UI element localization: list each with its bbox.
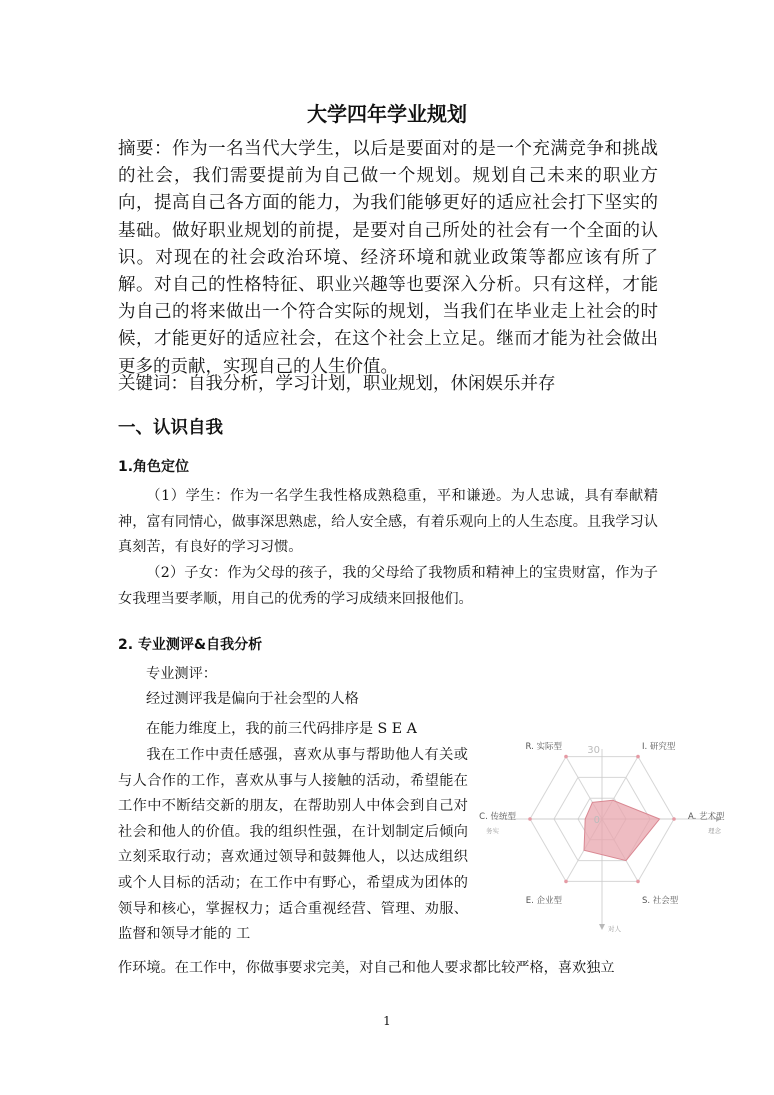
abstract-paragraph: 摘要：作为一名当代大学生，以后是要面对的是一个充满竞争和挑战的社会，我们需要提前为自己做一个规划。规划自己未来的职业方向，提高自己各方面的能力，为我们能够更好的适应社会打下坚实的基础。做好职业规划的前提，是要对自己所处的社会有一个全面的认识。对现在的社会政治环境、经济环境和就业政策等都应该有所了解。对自己的性格特征、职业兴趣等也要深入分析。只有这样，才能为自己的将来做出一个符合实际的规划，当我们在毕业走上社会的时候，才能更好的适应社会，在这个社会上立足。继而才能为社会做出更多的贡献，实现自己的人生价值。 xyxy=(118,139,658,377)
radar-vertex-dot-5 xyxy=(564,880,568,884)
radar-direction-bottom-label: 对人 xyxy=(608,925,621,933)
keywords-line: 关键词：自我分析，学习计划，职业规划，休闲娱乐并存 xyxy=(118,374,556,394)
radar-direction-left-label: 务实 xyxy=(486,827,499,835)
radar-axis-label-1: R. 实际型 xyxy=(525,742,562,752)
assessment-result: 经过测评我是偏向于社会型的人格 xyxy=(146,691,359,707)
subheading-role-positioning: 1.角色定位 xyxy=(118,459,190,475)
section-heading-know-yourself: 一、认识自我 xyxy=(118,418,223,438)
radar-scale-zero-label: 0 xyxy=(593,815,600,826)
radar-vertex-dot-2 xyxy=(636,755,640,759)
radar-down-arrow xyxy=(599,924,605,930)
radar-vertex-dot-4 xyxy=(636,880,640,884)
radar-direction-right-label: 理念 xyxy=(708,827,721,835)
radar-vertex-dot-1 xyxy=(564,755,568,759)
radar-vertex-dot-6 xyxy=(528,817,532,821)
page-number: 1 xyxy=(383,1014,391,1028)
radar-axis-label-4: S. 社会型 xyxy=(642,896,679,906)
radar-axis-label-6: C. 传统型 xyxy=(479,812,516,822)
subheading-assessment: 2. 专业测评&自我分析 xyxy=(118,637,263,653)
personality-paragraph: 我在工作中责任感强，喜欢从事与帮助他人有关或与人合作的工作，喜欢从事与人接触的活动，希望能在工作中不断结交新的朋友，在帮助别人中体会到自己对社会和他人的价值。我的组织性强，在计划制定后倾向立刻采取行动；喜欢通过领导和鼓舞他人，以达成组织或个人目标的活动；在工作中有野心，希望成为团体的领导和核心，掌握权力；适合重视经营、管理、劝服、监督和领导才能的 工 xyxy=(118,747,468,943)
holland-radar-chart xyxy=(472,735,732,935)
radar-vertex-dot-3 xyxy=(672,817,676,821)
radar-axis-label-2: I. 研究型 xyxy=(642,742,676,752)
paragraph-student-role: （1）学生：作为一名学生我性格成熟稳重，平和谦逊。为人忠诚，具有奉献精神，富有同情心，做事深思熟虑，给人安全感，有着乐观向上的人生态度。且我学习认真刻苦，有良好的学习习惯。 xyxy=(118,488,658,555)
paragraph-child-role: （2）子女：作为父母的孩子，我的父母给了我物质和精神上的宝贵财富，作为子女我理当要孝顺，用自己的优秀的学习成绩来回报他们。 xyxy=(118,565,658,607)
radar-axis-label-3: A. 艺术型 xyxy=(688,812,725,822)
document-title: 大学四年学业规划 xyxy=(307,102,467,126)
assessment-label: 专业测评： xyxy=(146,666,217,682)
radar-data-area xyxy=(584,800,660,860)
radar-axis-label-5: E. 企业型 xyxy=(525,896,562,906)
radar-scale-max-label: 30 xyxy=(587,745,600,756)
personality-paragraph-continued: 作环境。在工作中，你做事要求完美，对自己和他人要求都比较严格，喜欢独立 xyxy=(118,960,615,976)
ability-code-line: 在能力维度上，我的前三代码排序是 S E A xyxy=(146,721,417,737)
